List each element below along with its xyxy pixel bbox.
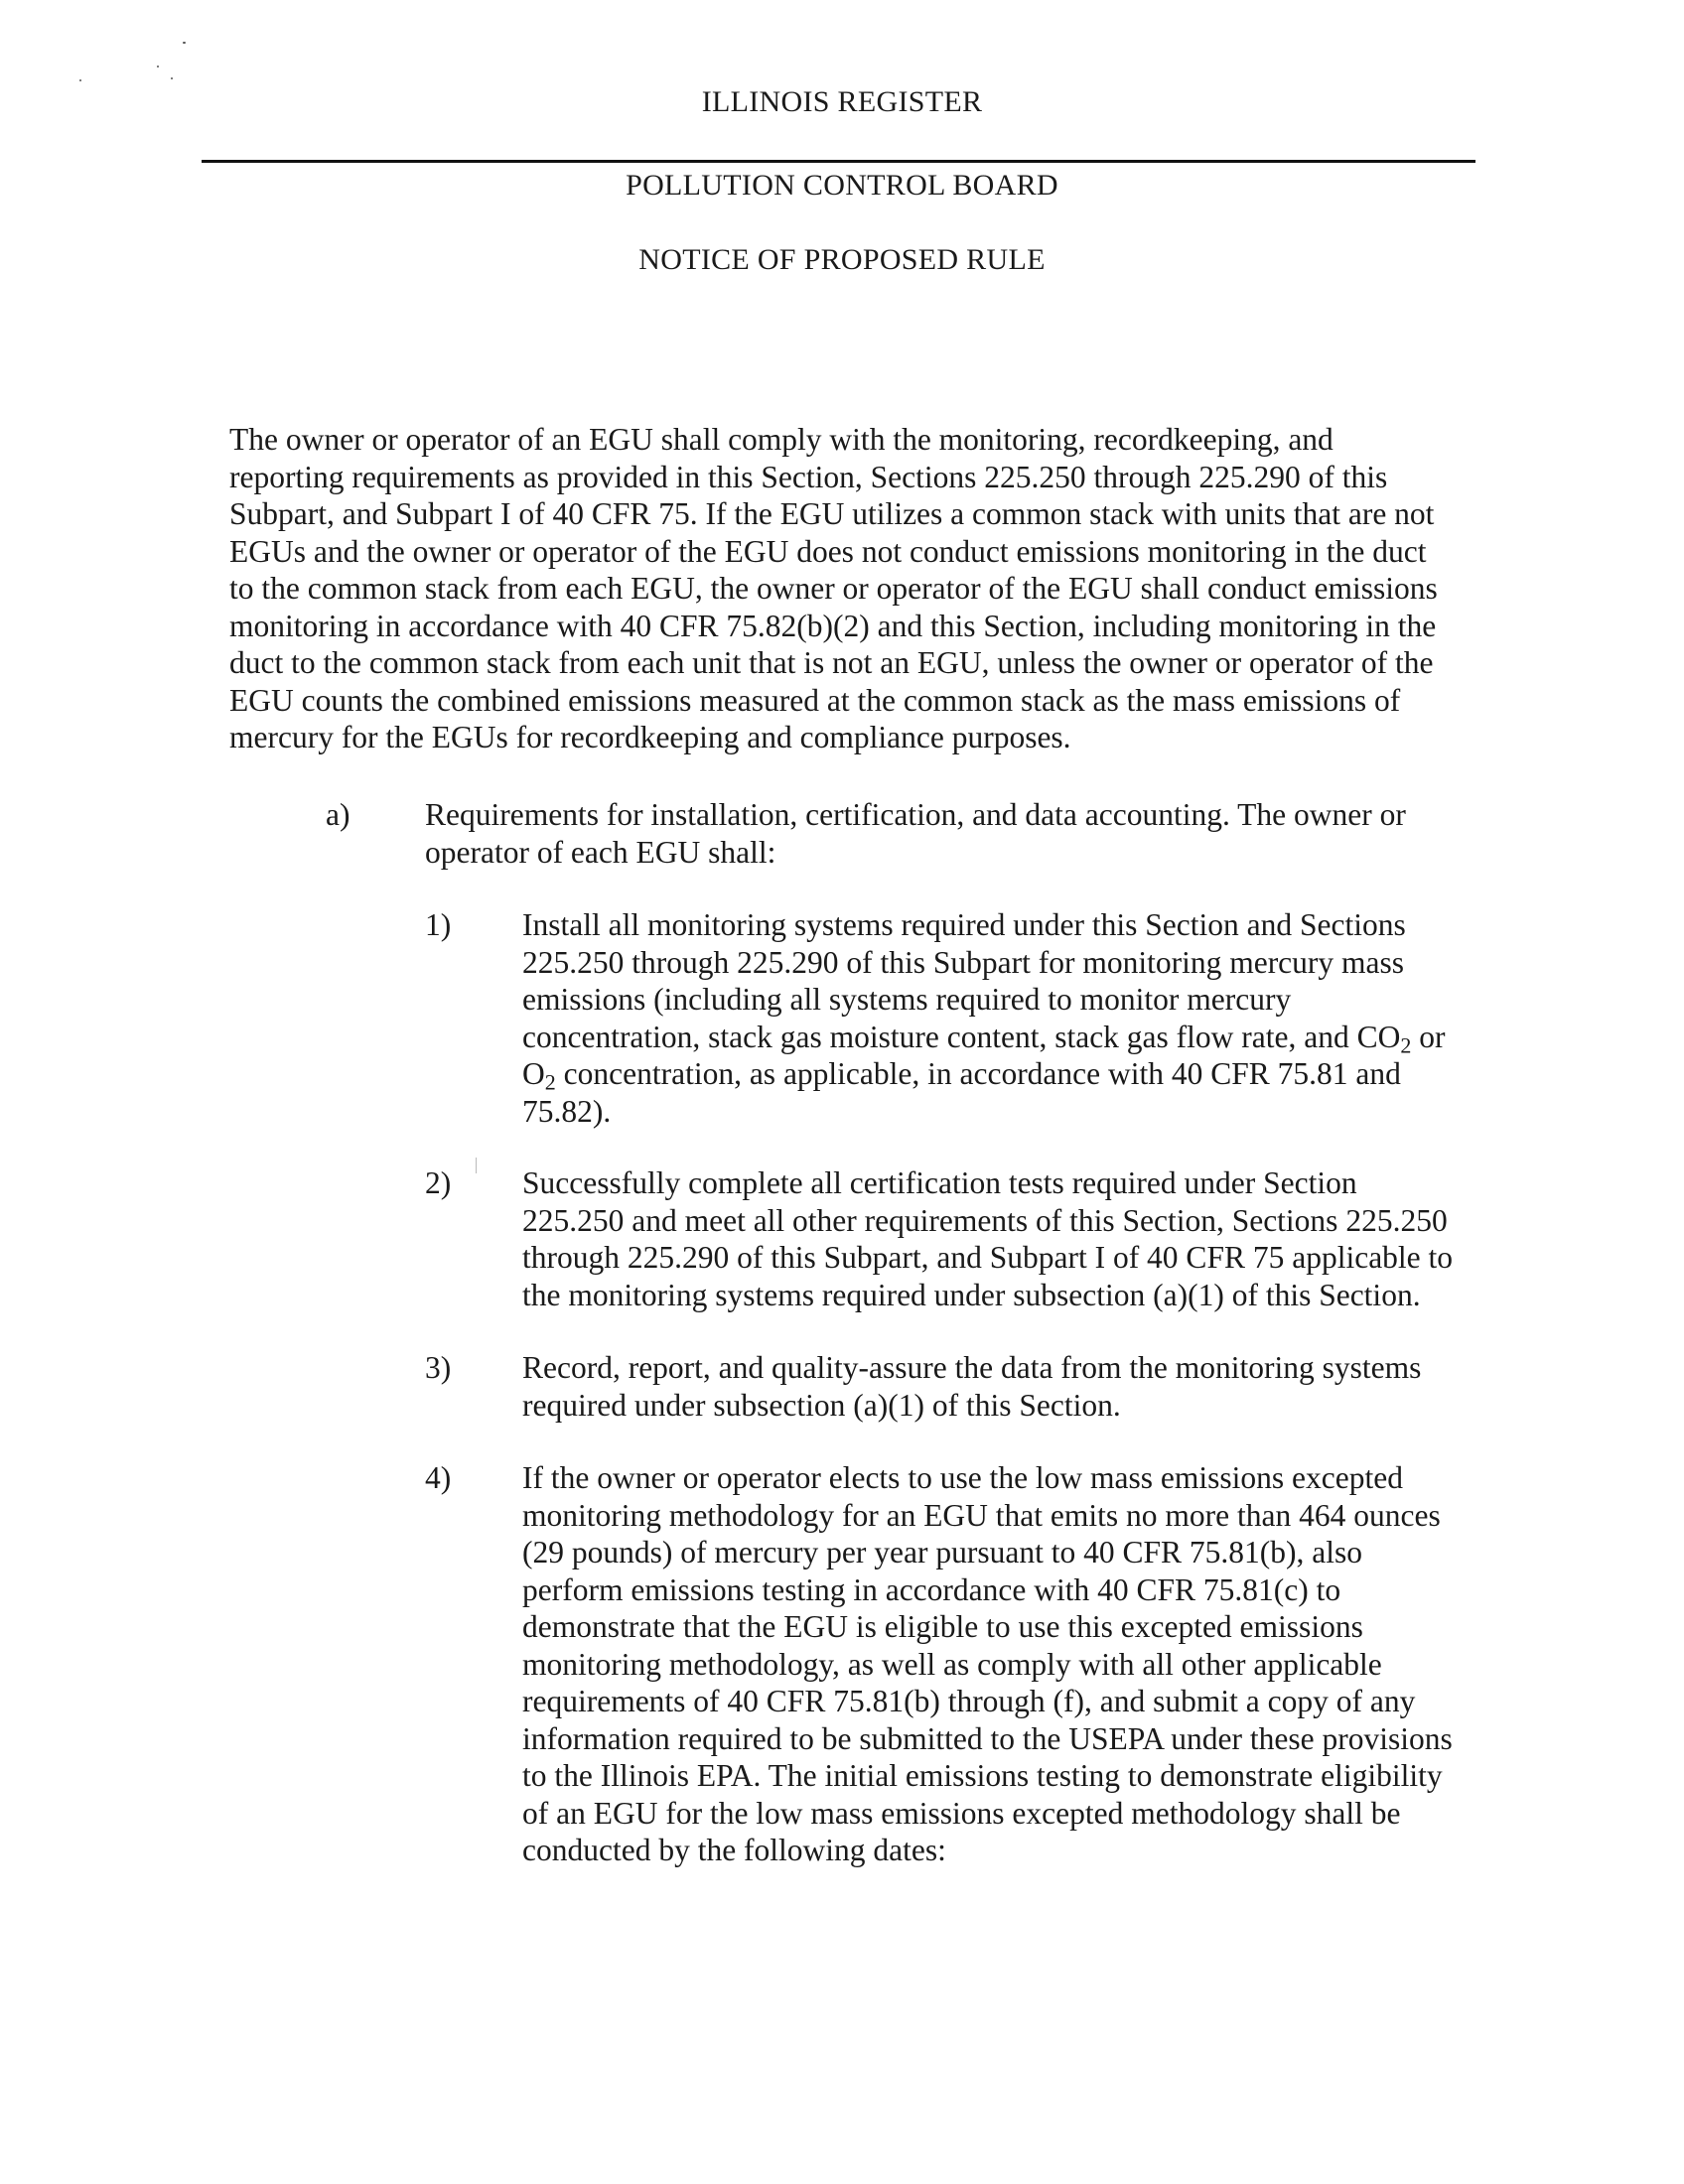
subsection-a-line: Requirements for installation, certification, and data accounting. The owner or [425,797,1406,832]
item-1-line5-text: O [522,1056,545,1091]
register-title: ILLINOIS REGISTER [701,85,983,118]
subsection-a-line: operator of each EGU shall: [425,834,776,870]
item-1 [425,906,1495,1130]
intro-paragraph [229,421,1510,756]
item-2 [425,1164,1495,1313]
subsection-a [326,796,1497,871]
item-4-line: If the owner or operator elects to use the low mass emissions excepted [522,1460,1403,1495]
item-1-line4-tail: or [1411,1019,1446,1054]
item-1-line5-tail: concentration, as applicable, in accordance with 40 CFR 75.81 and [555,1056,1401,1091]
paragraph-line: monitoring in accordance with 40 CFR 75.82(b)(2) and this Section, including monitoring in the [229,608,1437,643]
item-3-marker: 3) [425,1350,452,1385]
item-4-line: monitoring methodology for an EGU that emits no more than 464 ounces [522,1497,1441,1533]
scan-mark [476,1158,477,1173]
board-title: POLLUTION CONTROL BOARD [626,169,1058,202]
item-4-line: conducted by the following dates: [522,1833,946,1867]
paragraph-line: mercury for the EGUs for recordkeeping and compliance purposes. [229,720,1071,754]
o2-subscript: 2 [544,1069,556,1095]
header-rule [202,160,1475,163]
paragraph-line: to the common stack from each EGU, the owner or operator of the EGU shall conduct emissions [229,571,1438,606]
item-3 [425,1349,1495,1424]
item-4-line: requirements of 40 CFR 75.81(b) through (f), and submit a copy of any [522,1684,1416,1718]
item-1-line [522,1019,1495,1056]
paragraph-line: EGU counts the combined emissions measured at the common stack as the mass emissions of [229,682,1401,718]
paragraph-line: The owner or operator of an EGU shall comply with the monitoring, recordkeeping, and [229,422,1333,457]
item-1-line: emissions (including all systems required to monitor mercury [522,982,1292,1017]
item-4-line: demonstrate that the EGU is eligible to use this excepted emissions [522,1609,1363,1644]
item-3-line: required under subsection (a)(1) of this Section. [522,1387,1121,1423]
scan-speck [157,66,159,68]
item-4-line: information required to be submitted to the USEPA under these provisions [522,1720,1453,1756]
item-3-line: Record, report, and quality-assure the data from the monitoring systems [522,1350,1422,1385]
item-1-line: 75.82). [522,1093,612,1129]
item-4-line: perform emissions testing in accordance with 40 CFR 75.81(c) to [522,1571,1341,1607]
item-4-line: (29 pounds) of mercury per year pursuant to 40 CFR 75.81(b), also [522,1535,1362,1570]
item-2-marker: 2) [425,1165,452,1200]
paragraph-line: EGUs and the owner or operator of the EGU does not conduct emissions monitoring in the duct [229,533,1427,569]
co2-subscript: 2 [1400,1032,1412,1057]
scan-speck [183,42,186,44]
item-2-line: 225.250 and meet all other requirements of this Section, Sections 225.250 [522,1202,1448,1238]
item-1-line4-text: concentration, stack gas moisture content, stack gas flow rate, and CO [522,1019,1401,1054]
item-4 [425,1459,1505,1869]
item-1-line: 225.250 through 225.290 of this Subpart for monitoring mercury mass [522,944,1405,980]
item-4-line: of an EGU for the low mass emissions excepted methodology shall be [522,1795,1401,1831]
item-1-line: Install all monitoring systems required under this Section and Sections [522,907,1406,942]
item-1-marker: 1) [425,907,452,942]
scan-speck [171,77,173,79]
item-4-line: to the Illinois EPA. The initial emissions testing to demonstrate eligibility [522,1758,1443,1793]
item-4-marker: 4) [425,1460,452,1495]
item-2-line: Successfully complete all certification tests required under Section [522,1165,1357,1200]
paragraph-line: reporting requirements as provided in this Section, Sections 225.250 through 225.290 of this [229,459,1388,494]
subsection-a-marker: a) [326,797,351,832]
scan-speck [79,79,81,81]
notice-title: NOTICE OF PROPOSED RULE [638,243,1046,276]
paragraph-line: duct to the common stack from each unit that is not an EGU, unless the owner or operator of the [229,645,1434,680]
paragraph-line: Subpart, and Subpart I of 40 CFR 75. If the EGU utilizes a common stack with units that are not [229,496,1435,531]
item-4-line: monitoring methodology, as well as comply with all other applicable [522,1646,1382,1682]
item-2-line: through 225.290 of this Subpart, and Subpart I of 40 CFR 75 applicable to [522,1240,1454,1275]
item-1-line [522,1055,1495,1093]
item-2-line: the monitoring systems required under subsection (a)(1) of this Section. [522,1277,1421,1312]
